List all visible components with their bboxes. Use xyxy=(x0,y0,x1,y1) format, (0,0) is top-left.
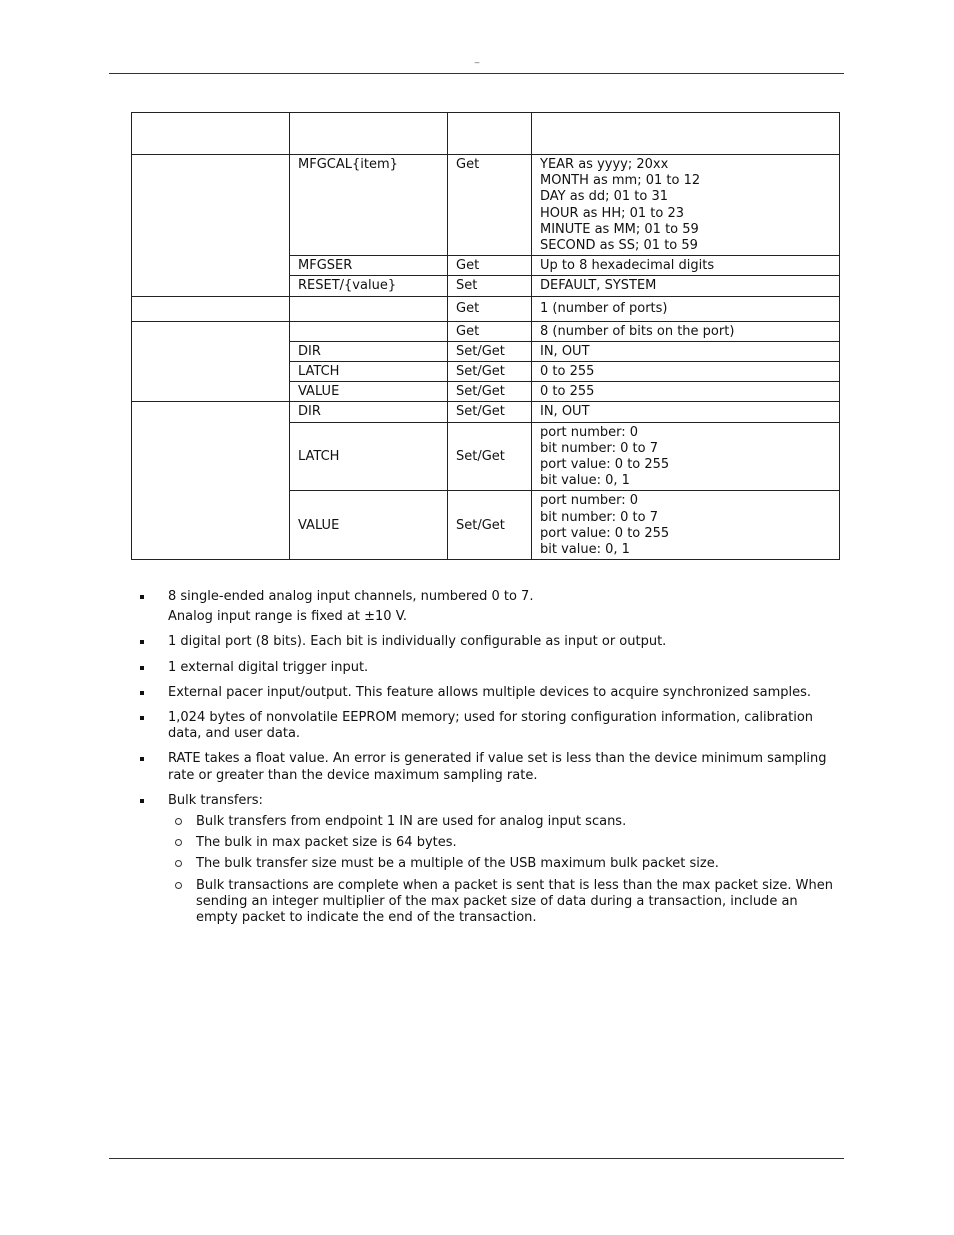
table-cell-property xyxy=(290,321,448,341)
feature-list xyxy=(140,589,840,935)
table-cell-property: DIR xyxy=(290,341,448,361)
table-cell-values: 0 to 255 xyxy=(532,362,840,382)
table-cell-access: Set/Get xyxy=(448,402,532,422)
table-cell-access: Set xyxy=(448,276,532,296)
table-cell-values xyxy=(532,491,840,560)
table-cell-access: Set/Get xyxy=(448,382,532,402)
value-line: MONTH as mm; 01 to 12 xyxy=(540,173,701,189)
sub-list-item xyxy=(168,856,840,872)
table-cell-property: RESET/{value} xyxy=(290,276,448,296)
table-cell-values: 8 (number of bits on the port) xyxy=(532,321,840,341)
square-bullet-icon xyxy=(140,666,144,670)
table-cell-values xyxy=(532,422,840,491)
footer-rule xyxy=(109,1158,844,1159)
value-line: port value: 0 to 255 xyxy=(540,525,670,541)
table-header-row xyxy=(132,113,840,155)
circle-bullet-icon xyxy=(175,818,182,825)
table-cell-property: MFGCAL{item} xyxy=(290,155,448,256)
value-line: port number: 0 xyxy=(540,424,639,440)
table-cell-access: Set/Get xyxy=(448,362,532,382)
sub-list-item xyxy=(168,814,840,830)
table-cell-property xyxy=(290,296,448,321)
value-line: bit number: 0 to 7 xyxy=(540,509,658,525)
table-cell-property: LATCH xyxy=(290,422,448,491)
table-row xyxy=(132,321,840,341)
list-item-text: 1 digital port (8 bits). Each bit is individually configurable as input or output. xyxy=(168,634,667,650)
value-line: port value: 0 to 255 xyxy=(540,457,670,473)
circle-bullet-icon xyxy=(175,839,182,846)
list-item-text: 8 single-ended analog input channels, numbered 0 to 7. xyxy=(168,589,534,604)
table-row xyxy=(132,296,840,321)
list-item xyxy=(140,685,840,701)
table-cell-property: VALUE xyxy=(290,491,448,560)
table-cell-values: DEFAULT, SYSTEM xyxy=(532,276,840,296)
table-cell-values xyxy=(532,155,840,256)
value-line: DAY as dd; 01 to 31 xyxy=(540,189,669,205)
table-row xyxy=(132,402,840,422)
table-cell-access: Get xyxy=(448,321,532,341)
list-item-text: RATE takes a float value. An error is generated if value set is less than the device minimum sampling rate or greater than the device maximum sampling rate. xyxy=(168,751,827,783)
table-cell-access: Set/Get xyxy=(448,341,532,361)
square-bullet-icon xyxy=(140,691,144,695)
table-cell-values: Up to 8 hexadecimal digits xyxy=(532,256,840,276)
table-cell-property: MFGSER xyxy=(290,256,448,276)
table-cell-access: Get xyxy=(448,296,532,321)
value-line: bit value: 0, 1 xyxy=(540,542,630,558)
value-line: bit number: 0 to 7 xyxy=(540,440,658,456)
sub-list-item xyxy=(168,878,840,927)
list-item xyxy=(140,634,840,650)
circle-bullet-icon xyxy=(175,860,182,867)
table-cell-property: VALUE xyxy=(290,382,448,402)
square-bullet-icon xyxy=(140,799,144,803)
list-item xyxy=(140,660,840,676)
sub-list-item-text: The bulk transfer size must be a multiple of the USB maximum bulk packet size. xyxy=(196,856,719,872)
table-cell-values: IN, OUT xyxy=(532,402,840,422)
spec-table xyxy=(131,112,840,560)
value-line: port number: 0 xyxy=(540,493,639,509)
square-bullet-icon xyxy=(140,716,144,720)
table-cell-access: Get xyxy=(448,155,532,256)
sub-list-item-text: The bulk in max packet size is 64 bytes. xyxy=(196,835,457,851)
list-item xyxy=(140,751,840,783)
value-line: YEAR as yyyy; 20xx xyxy=(540,157,669,172)
table-cell-values: 1 (number of ports) xyxy=(532,296,840,321)
table-cell-access: Set/Get xyxy=(448,422,532,491)
list-item xyxy=(140,710,840,742)
value-line: SECOND as SS; 01 to 59 xyxy=(540,238,698,254)
table-cell-group xyxy=(132,296,290,321)
header-mark: _ xyxy=(474,54,480,64)
table-cell-group xyxy=(132,402,290,560)
list-item-text: Bulk transfers: xyxy=(168,792,263,808)
table-cell-group xyxy=(132,155,290,297)
list-item xyxy=(140,589,840,625)
table-cell-access: Get xyxy=(448,256,532,276)
value-line: MINUTE as MM; 01 to 59 xyxy=(540,221,699,237)
header-rule xyxy=(109,73,844,74)
circle-bullet-icon xyxy=(175,882,182,889)
square-bullet-icon xyxy=(140,757,144,761)
sub-list-item-text: Bulk transactions are complete when a packet is sent that is less than the max packet size. When sending an integer multiplier of the max packet size of data during a transaction, include an empty packet to indicate the end of the transaction. xyxy=(196,877,833,926)
table-cell-property: DIR xyxy=(290,402,448,422)
value-line: bit value: 0, 1 xyxy=(540,473,630,489)
list-item-note: Analog input range is fixed at ±10 V. xyxy=(168,609,408,625)
table-cell-access: Set/Get xyxy=(448,491,532,560)
value-line: HOUR as HH; 01 to 23 xyxy=(540,205,685,221)
list-item-text: 1 external digital trigger input. xyxy=(168,659,369,675)
table-row xyxy=(132,155,840,256)
sub-list-item xyxy=(168,835,840,851)
square-bullet-icon xyxy=(140,595,144,599)
table-cell-property: LATCH xyxy=(290,362,448,382)
list-item-text: 1,024 bytes of nonvolatile EEPROM memory; used for storing configuration information, calibration data, and user data. xyxy=(168,710,814,742)
sub-list-item-text: Bulk transfers from endpoint 1 IN are used for analog input scans. xyxy=(196,814,627,830)
square-bullet-icon xyxy=(140,640,144,644)
list-item xyxy=(140,793,840,926)
table-cell-values: IN, OUT xyxy=(532,341,840,361)
list-item-text: External pacer input/output. This feature allows multiple devices to acquire synchronized samples. xyxy=(168,684,812,700)
sub-list xyxy=(168,814,840,926)
table-cell-group xyxy=(132,321,290,402)
table-cell-values: 0 to 255 xyxy=(532,382,840,402)
